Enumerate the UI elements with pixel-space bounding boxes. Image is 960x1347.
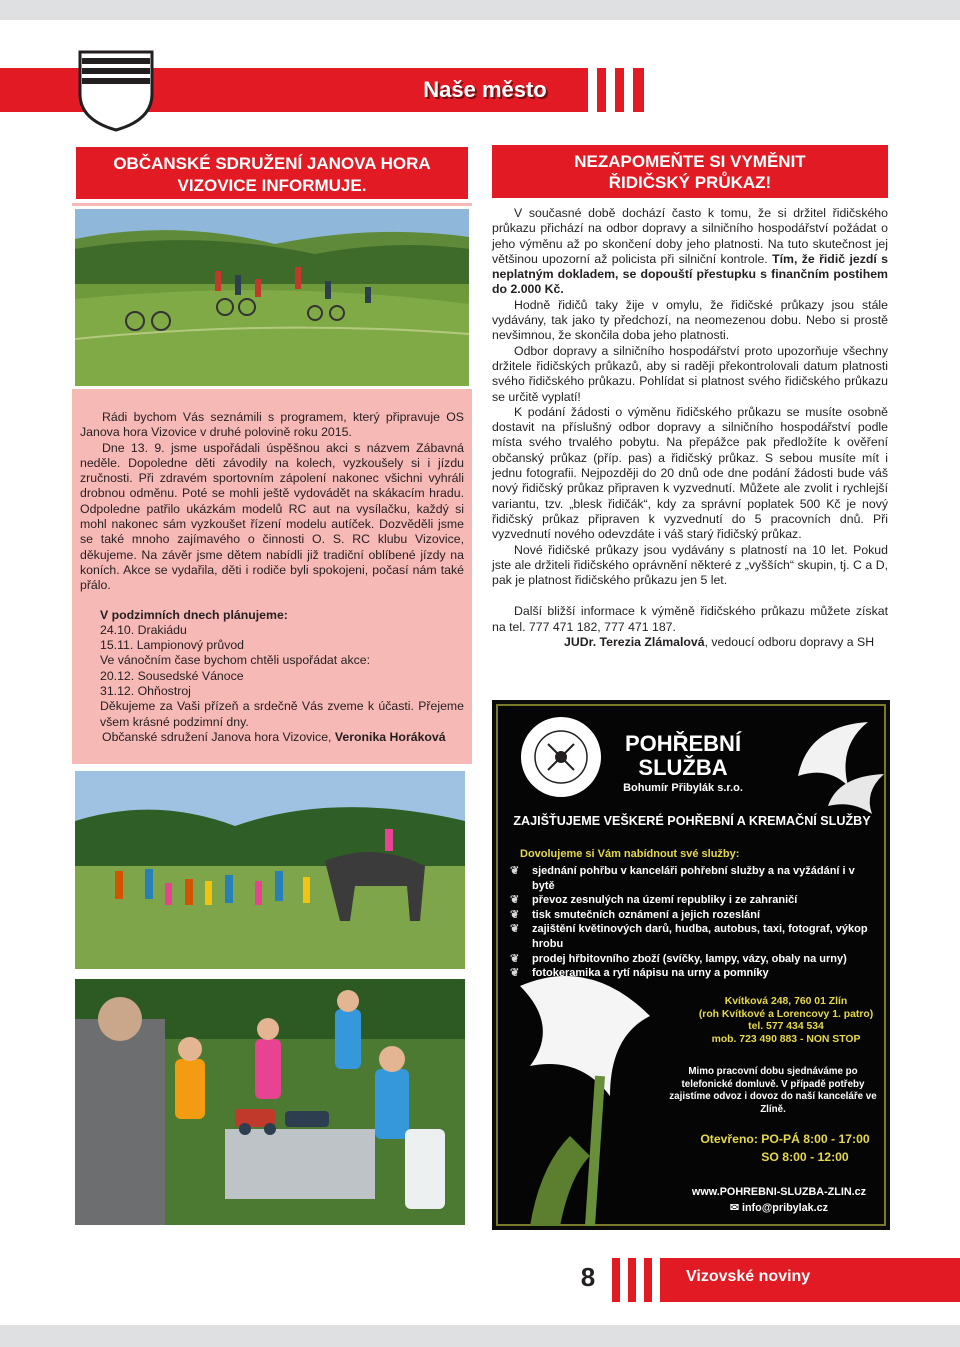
list-item: ❦ prodej hřbitovního zboží (svíčky, lampy, vázy, obaly na urny) (510, 952, 847, 965)
leaf-bullet-icon: ❦ (510, 908, 520, 921)
leaf-bullet-icon: ❦ (510, 894, 520, 907)
ad-address: Kvítková 248, 760 01 Zlín (roh Kvítkové a Lorencovy 1. patro) tel. 577 434 534 mob. 723 490 883 - NON STOP (698, 996, 874, 1045)
bottom-margin-strip (0, 1325, 960, 1347)
leaf-bullet-icon: ❦ (510, 865, 520, 877)
list-item: ❦ fotokeramika a rytí nápisu na urny a pomníky (510, 967, 769, 980)
left-article-title: OBČANSKÉ SDRUŽENÍ JANOVA HORA VIZOVICE INFORMUJE. (72, 143, 472, 203)
leaf-bullet-icon: ❦ (510, 952, 520, 965)
lily-flower-icon (768, 716, 888, 816)
list-item: ❦ převoz zesnulých na území republiky i ze zahraničí (510, 894, 798, 907)
ad-note: Mimo pracovní dobu sjednáváme po telefonické domluvě. V případě potřeby zajistíme odvoz i dovoz do naší kanceláře ve Zlíně. (669, 1066, 877, 1115)
ad-opening-hours: Otevřeno: PO-PÁ 8:00 - 17:00 SO 8:00 - 12:00 (700, 1132, 870, 1164)
left-signature: Občanské sdružení Janova hora Vizovice, Veronika Horáková (102, 729, 446, 744)
photo-horse-ride (72, 768, 468, 972)
right-signature: JUDr. Terezia Zlámalová, vedoucí odboru dopravy a SH (564, 635, 875, 650)
top-margin-strip (0, 0, 960, 20)
leaf-bullet-icon: ❦ (510, 923, 520, 936)
ad-brand-name: POHŘEBNÍ SLUŽBA (624, 731, 742, 780)
funeral-service-ad (492, 700, 890, 1230)
town-crest-icon (76, 50, 156, 132)
list-item: ❦ zajištění květinových darů, hudba, autobus, taxi, fotograf, výkop hrobu (510, 923, 868, 950)
ad-email-link[interactable]: info@pribylak.cz (741, 1202, 829, 1214)
leaf-bullet-icon: ❦ (510, 967, 520, 980)
calla-lily-icon (500, 956, 670, 1226)
photo-rc-cars (72, 976, 468, 1228)
ad-contact (668, 1184, 890, 1216)
plan-list: V podzimních dnech plánujeme: 24.10. Drakiádu 15.11. Lampionový průvod Ve vánočním čase bychom chtěli uspořádat akce: 20.12. Sousedské Vánoce 31.12. Ohňostroj Děkujeme za Vaši přízeň a srdečně Vás zveme k účasti. Přejeme všem krásné podzimní dny. Občanské sdružení Janova hora Vizovice, Veronika Horáková (100, 607, 464, 744)
list-item: ❦ sjednání pohřbu v kanceláři pohřební služby a na vyžádání i v bytě (510, 865, 855, 892)
publication-title: Vizovské noviny (686, 1268, 811, 1285)
ad-services-list (508, 864, 868, 981)
company-logo-icon (518, 714, 604, 800)
photo-bike-race (72, 206, 472, 389)
right-article-text: V současné době dochází často k tomu, že si držitel řidičského průkazu přichází na odbor dopravy a silničního hospodářství požádat o jeho výměnu až po skončení doby jeho platnosti. Na tuto skutečnost jej většinou upozorní až policista při silniční kontrole. Tím, že řidič jezdí s neplatným dokladem, se dopouští přestupku s finančním postihem do 2.000 Kč. Hodně řidičů taky žije v omylu, že řidičské průkazy jsou stále vydávány, tak jako ty předchozí, na neomezenou dobu. Nebo si prostě nevšimnou, že skončila doba jeho platnosti. Odbor dopravy a silničního hospodářství proto upozorňuje všechny držitele řidičských průkazů, aby si raději překontrolovali datum platnosti svého řidičského průkazu. Pohlídat si platnost svého řidičského průkazu se určitě vyplatí! K podání žádosti o výměnu řidičského průkazu se musíte osobně dostavit na příslušný odbor dopravy a silničního hospodářství podle místa svého trvalého pobytu. Na přepážce pak předložíte k ověření občanský průkaz (příp. pas) a řidičský průkaz. S sebou musíte mít i jednu fotografii. Nejpozději do 20 dnů ode dne podání žádosti bude váš nový řidičský průkaz připraven k vyzvednutí. Můžete ale zvolit i rychlejší variantu, tzv. „blesk řidičák“, kdy za správní poplatek 500 Kč je nový řidičský průkaz připraven k vyzvednutí do 5 pracovních dnů. Při vyzvednutí nového odevzdáte i váš starý řidičský průkaz. Nové řidičské průkazy jsou vydávány s platností na 10 let. Pokud jste ale držiteli řidičského oprávnění některé z „vyšších“ skupin, tj. C a D, pak je platnost řidičského průkazu jen 5 let. Další bližší informace k výměně řidičského průkazu můžete získat na tel. 777 471 182, 777 471 187. JUDr. Terezia Zlámalová, vedoucí odboru dopravy a SH (492, 206, 888, 650)
left-article-text: Rádi bychom Vás seznámili s programem, který připravuje OS Janova hora Vizovice v druhé polovině roku 2015. Dne 13. 9. jsme uspořádali úspěšnou akci s názvem Zábavná neděle. Dopoledne děti závodily na kolech, vyzkoušely si i jízdu zručnosti. Při zdravém sportovním zápolení nakonec všichni vyhráli drobnou odměnu. Poté se mohli ještě vydovádět na skákacím hradu. Odpoledne patřilo ukázkám modelů RC aut na vysílačku, každý si mohl nakonec sám vyzkoušet řízení modelu autíček. Dozvěděli jsme se také mnoho zajímavého o činnosti O. S. RC klubu Vizovice, děkujeme. Na závěr jsme dětem nabídli již tradiční oblíbené jízdy na koních. Akce se vydařila, děti i rodiče byli spokojeni, počasí nám také přálo. V podzimních dnech plánujeme: 24.10. Drakiádu 15.11. Lampionový průvod Ve vánočním čase bychom chtěli uspořádat akce: 20.12. Sousedské Vánoce 31.12. Ohňostroj Děkujeme za Vaši přízeň a srdečně Vás zveme k účasti. Přejeme všem krásné podzimní dny. Občanské sdružení Janova hora Vizovice, Veronika Horáková (80, 410, 464, 744)
ad-website-link[interactable]: www.POHREBNI-SLUZBA-ZLIN.cz (691, 1186, 867, 1198)
right-article-title: NEZAPOMEŇTE SI VYMĚNIT ŘIDIČSKÝ PRŮKAZ! (492, 145, 888, 198)
list-item: ❦ tisk smutečních oznámení a jejich rozeslání (510, 908, 761, 921)
ad-intro: Dovolujeme si Vám nabídnout své služby: (520, 848, 740, 860)
ad-banner: ZAJIŠŤUJEME VEŠKERÉ POHŘEBNÍ A KREMAČNÍ SLUŽBY (513, 814, 871, 828)
page-number: 8 (580, 1262, 596, 1292)
ad-brand-sub: Bohumír Přibylák s.r.o. (623, 782, 743, 794)
email-icon: ✉ (729, 1202, 742, 1214)
section-title: Naše město (400, 72, 570, 108)
